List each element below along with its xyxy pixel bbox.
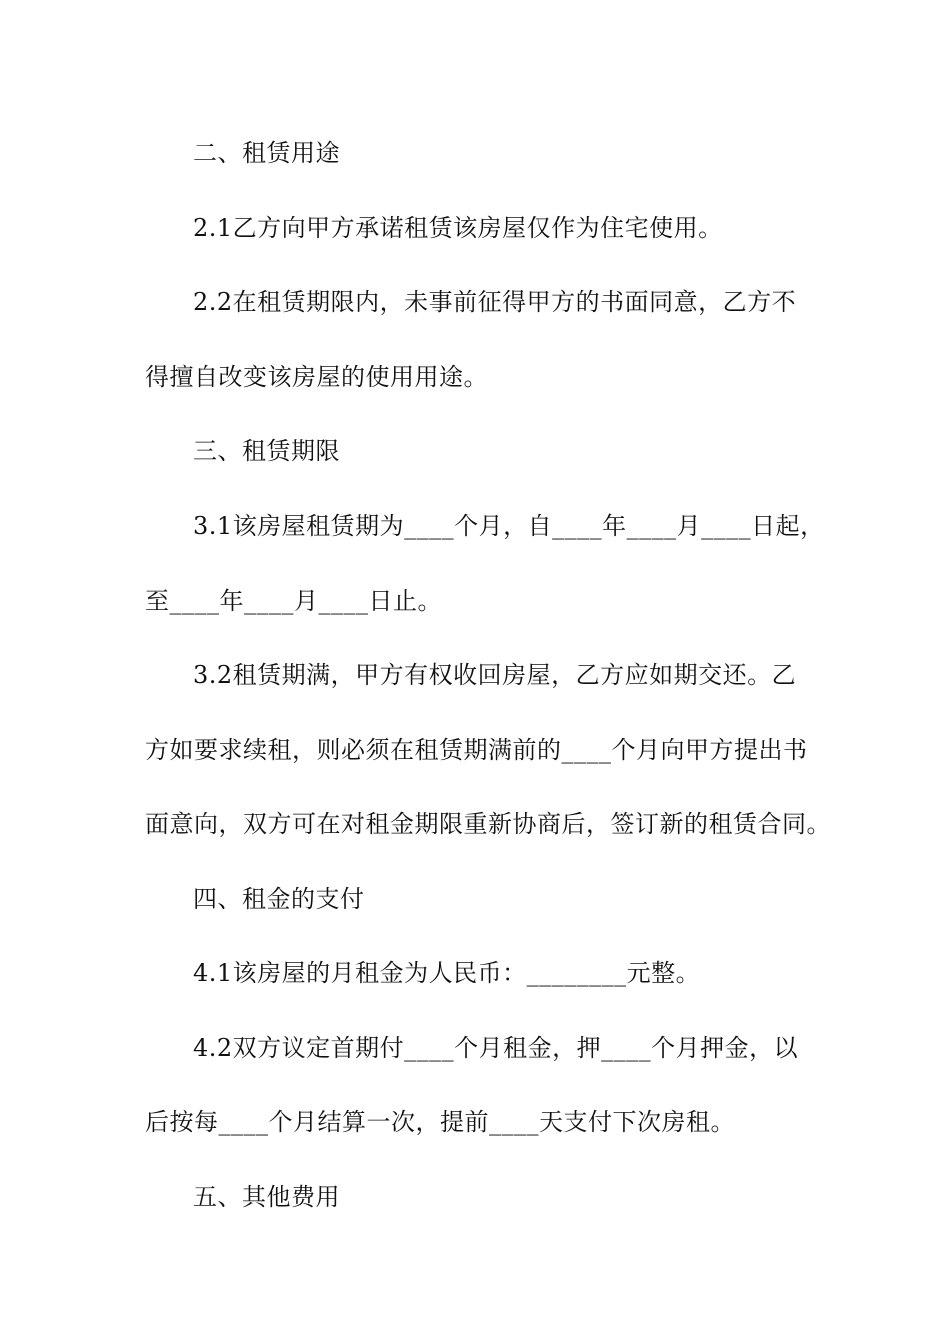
paragraph-4-1: 4.1该房屋的月租金为人民币：________元整。 — [193, 959, 701, 987]
paragraph-2-2-line-1: 2.2在租赁期限内，未事前征得甲方的书面同意，乙方不 — [193, 288, 797, 316]
paragraph-4-2-line-2: 后按每____个月结算一次，提前____天支付下次房租。 — [145, 1108, 735, 1136]
paragraph-4-2-line-1: 4.2双方议定首期付____个月租金，押____个月押金，以 — [193, 1034, 799, 1062]
paragraph-3-2-line-3: 面意向，双方可在对租金期限重新协商后，签订新的租赁合同。 — [145, 810, 831, 838]
section-heading-other-fees: 五、其他费用 — [193, 1183, 340, 1211]
paragraph-2-2-line-2: 得擅自改变该房屋的使用用途。 — [145, 363, 488, 391]
section-heading-rent-payment: 四、租金的支付 — [193, 885, 365, 913]
paragraph-3-2-line-2: 方如要求续租，则必须在租赁期满前的____个月向甲方提出书 — [145, 736, 808, 764]
paragraph-3-2-line-1: 3.2租赁期满，甲方有权收回房屋，乙方应如期交还。乙 — [193, 661, 797, 689]
paragraph-2-1: 2.1乙方向甲方承诺租赁该房屋仅作为住宅使用。 — [193, 214, 723, 242]
paragraph-3-1-line-2: 至____年____月____日止。 — [145, 587, 442, 615]
section-heading-rental-term: 三、租赁期限 — [193, 437, 340, 465]
paragraph-3-1-line-1: 3.1该房屋租赁期为____个月，自____年____月____日起， — [193, 512, 825, 540]
section-heading-rental-use: 二、租赁用途 — [193, 139, 340, 167]
